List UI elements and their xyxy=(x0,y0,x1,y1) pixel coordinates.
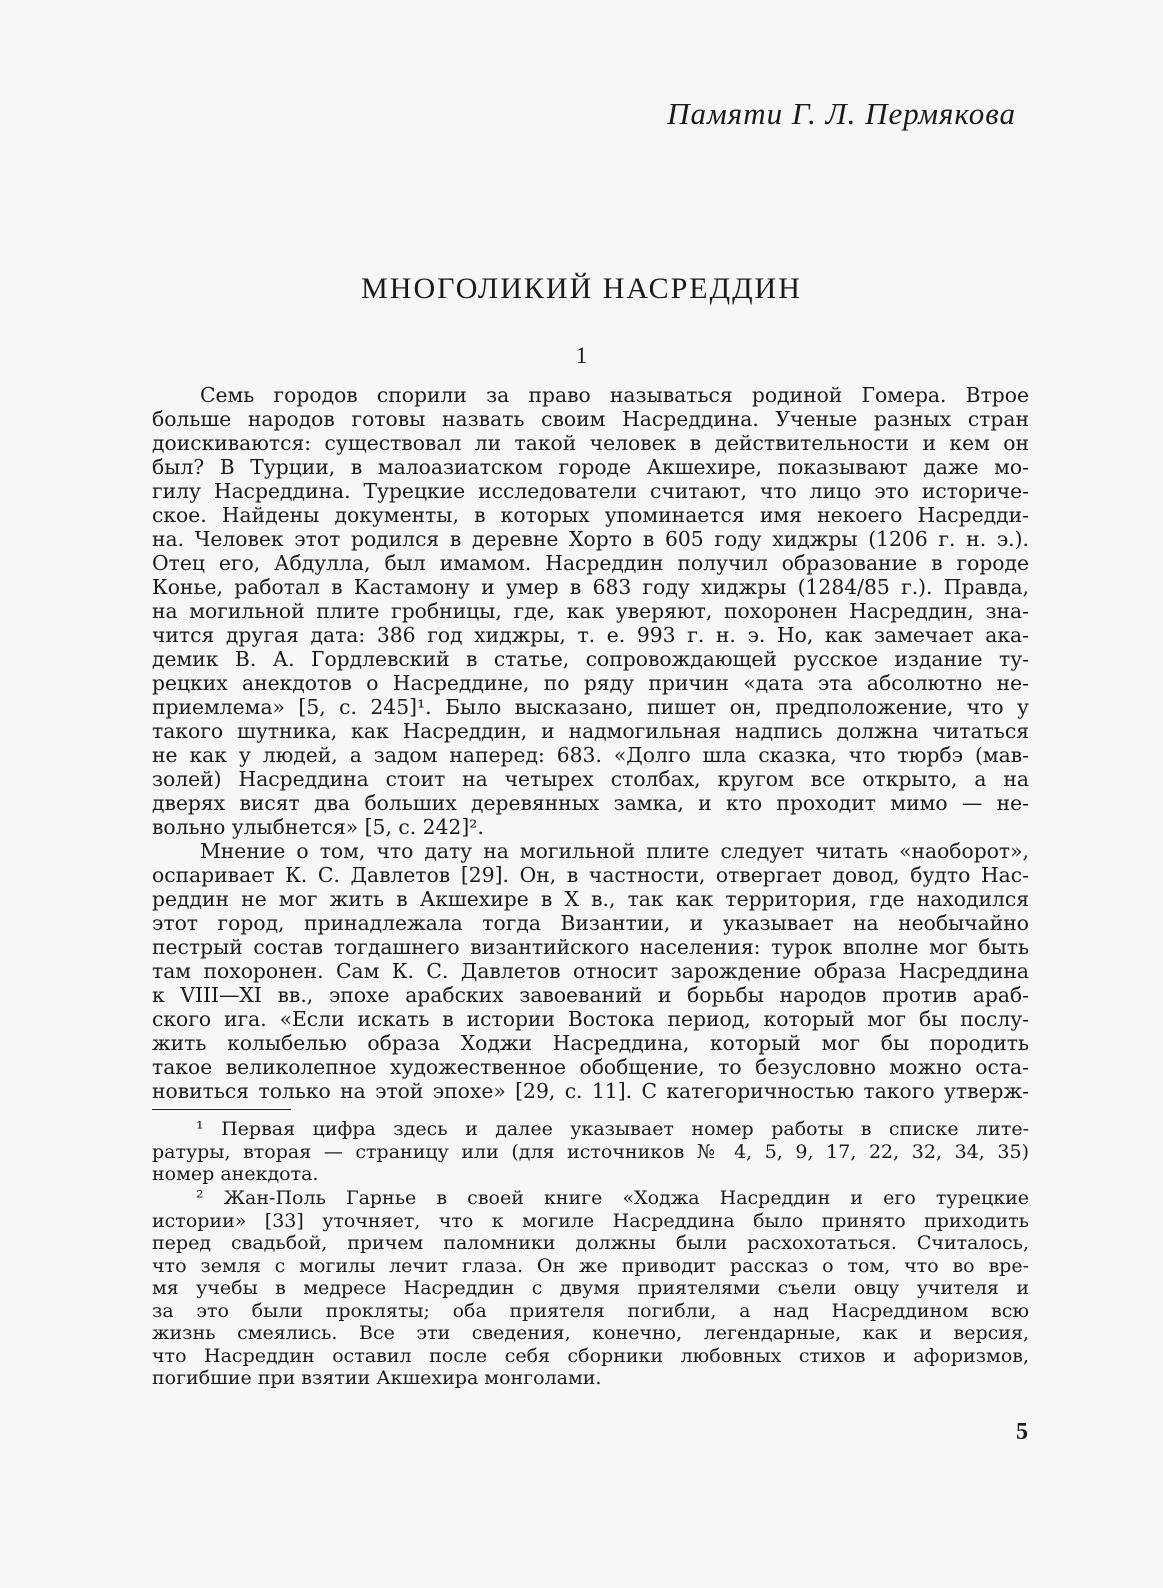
body-line: больше народов готовы назвать своим Насреддина. Ученые разных стран xyxy=(152,407,1029,431)
body-line: на. Человек этот родился в деревне Хорто в 605 году хиджры (1206 г. н. э.). xyxy=(152,527,1029,551)
body-line: к VIII—XI вв., эпохе арабских завоеваний и борьбы народов против араб- xyxy=(152,983,1029,1007)
footnote-line: ¹ Первая цифра здесь и далее указывает номер работы в списке лите- xyxy=(196,1118,1029,1140)
body-line: не как у людей, а задом наперед: 683. «Долго шла сказка, что тюрбэ (мав- xyxy=(152,743,1029,767)
body-line: ское. Найдены документы, в которых упоминается имя некоего Насредди- xyxy=(152,503,1029,527)
footnote-line: номер анекдота. xyxy=(152,1163,319,1185)
body-line: был? В Турции, в малоазиатском городе Акшехире, показывают даже мо- xyxy=(152,455,1029,479)
body-line: чится другая дата: 386 год хиджры, т. е. 993 г. н. э. Но, как замечает ака- xyxy=(152,623,1029,647)
body-line: Отец его, Абдулла, был имамом. Насреддин получил образование в городе xyxy=(152,551,1029,575)
body-line: оспаривает К. С. Давлетов [29]. Он, в частности, отвергает довод, будто Нас- xyxy=(152,863,1029,887)
body-line: новиться только на этой эпохе» [29, с. 11]. С категоричностью такого утверж- xyxy=(152,1079,1029,1103)
footnote-line: ратуры, вторая — страницу или (для источников № 4, 5, 9, 17, 22, 32, 34, 35) xyxy=(152,1140,1029,1163)
body-line: пестрый состав тогдашнего византийского населения: турок вполне мог быть xyxy=(152,935,1029,959)
body-line: такое великолепное художественное обобщение, то безусловно можно оста- xyxy=(152,1055,1029,1079)
footnote-line: жизнь смеялись. Все эти сведения, конечно, легендарные, как и версия, xyxy=(152,1322,1029,1344)
epigraph: Памяти Г. Л. Пермякова xyxy=(667,96,1016,131)
body-line: рецких анекдотов о Насреддине, по ряду причин «дата эта абсолютно не- xyxy=(152,671,1029,695)
footnote-divider xyxy=(152,1109,291,1110)
body-line: доискиваются: существовал ли такой человек в действительности и кем он xyxy=(152,431,1029,455)
footnote-line: что Насреддин оставил после себя сборники любовных стихов и афоризмов, xyxy=(152,1344,1029,1367)
body-line: жить колыбелью образа Ходжи Насреддина, который мог бы породить xyxy=(152,1031,1029,1055)
footnote-line: ² Жан-Поль Гарнье в своей книге «Ходжа Насреддин и его турецкие xyxy=(196,1187,1029,1209)
footnote-line: что земля с могилы лечит глаза. Он же приводит рассказ о том, что во вре- xyxy=(152,1254,1029,1277)
footnote-line: погибшие при взятии Акшехира монголами. xyxy=(152,1367,602,1389)
footnote-line: за это были прокляты; оба приятеля погибли, а над Насреддином всю xyxy=(152,1299,1029,1322)
body-line: Конье, работал в Кастамону и умер в 683 году хиджры (1284/85 г.). Правда, xyxy=(152,575,1029,599)
body-line: вольно улыбнется» [5, с. 242]². xyxy=(152,815,484,839)
body-line: гилу Насреддина. Турецкие исследователи считают, что лицо это историче- xyxy=(152,479,1029,503)
body-line: такого шутника, как Насреддин, и надмогильная надпись должна читаться xyxy=(152,719,1029,743)
body-line: дверях висят два больших деревянных замка, и кто проходит мимо — не- xyxy=(152,791,1029,815)
article-title: МНОГОЛИКИЙ НАСРЕДДИН xyxy=(361,272,802,305)
body-line: Семь городов спорили за право называться родиной Гомера. Втрое xyxy=(200,383,1029,407)
body-line: золей) Насреддина стоит на четырех столбах, кругом все открыто, а на xyxy=(152,767,1029,791)
body-line: реддин не мог жить в Акшехире в X в., так как территория, где находился xyxy=(152,887,1029,911)
body-line: демик В. А. Гордлевский в статье, сопровождающей русское издание ту- xyxy=(152,647,1029,671)
footnote-line: мя учебы в медресе Насреддин с двумя приятелями съели овцу учителя и xyxy=(152,1277,1029,1299)
body-line: на могильной плите гробницы, где, как уверяют, похоронен Насреддин, зна- xyxy=(152,599,1029,623)
page-number: 5 xyxy=(1016,1419,1028,1445)
body-line: ского ига. «Если искать в истории Востока период, который мог бы послу- xyxy=(152,1007,1029,1031)
body-line: приемлема» [5, с. 245]¹. Было высказано, пишет он, предположение, что у xyxy=(152,695,1029,719)
footnote-line: перед свадьбой, причем паломники должны были расхохотаться. Считалось, xyxy=(152,1232,1029,1254)
body-line: Мнение о том, что дату на могильной плите следует читать «наоборот», xyxy=(200,839,1029,863)
section-number: 1 xyxy=(575,343,588,368)
footnote-line: истории» [33] уточняет, что к могиле Насреддина было принято приходить xyxy=(152,1209,1029,1232)
body-line: этот город, принадлежала тогда Византии, и указывает на необычайно xyxy=(152,911,1029,935)
body-line: там похоронен. Сам К. С. Давлетов относит зарождение образа Насреддина xyxy=(152,959,1029,983)
